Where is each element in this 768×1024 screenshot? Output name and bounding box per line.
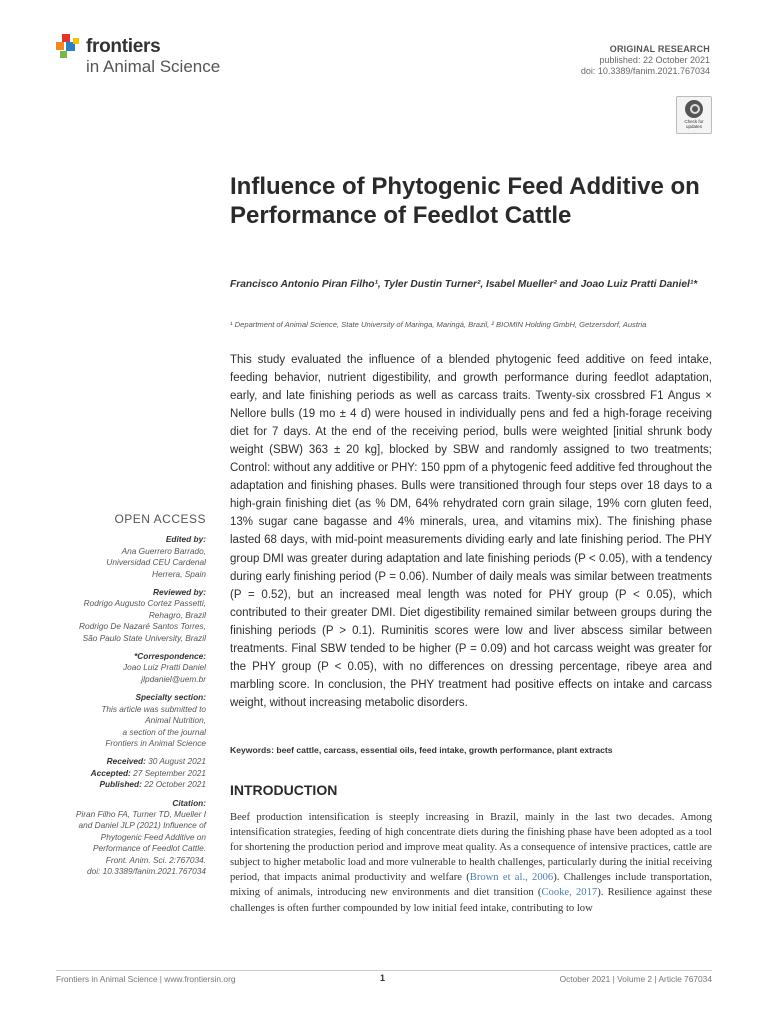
specialty-line: Animal Nutrition, [145, 715, 206, 726]
correspondence-email[interactable]: jlpdaniel@uem.br [141, 673, 206, 684]
editor-line: Universidad CEU Cardenal [106, 557, 206, 568]
published-heading: Published: [99, 779, 142, 790]
article-sidebar [16, 514, 206, 884]
abstract: This study evaluated the influence of a blended phytogenic feed additive on feed intake, feeding behavior, nutrient digestibility, and growth performance during feedlot adaptation, early, and late finishing periods as well as carcass traits. Twenty-six crossbred F1 Angus × Nellore bulls (19 mo ± 4 d) were housed in individually pens and fed a high-forage receiving diet for 7 days. At the end of the receiving period, bulls were weighted [initial shrunk body weight (SBW) 363 ± 20 kg], blocked by SBW and randomly assigned to two treatments; Control: without any additive or PHY: 150 ppm of a phytogenic feed additive fed throughout the adaptation and finishing phases. Bulls were transitioned through four steps over 18 days to a high-grain finishing diet (as % DM, 64% rehydrated corn grain silage, 19% corn gluten feed, 13% sugar cane bagasse and 4% minerals, urea, and vitamins mix). The finishing phase lasted 68 days, with mid-point measurements dividing early and late finishing period. The PHY group DMI was greater during adaptation and late finishing periods (P < 0.05), with a tendency during early finishing period (P = 0.06). Number of daily meals was similar between treatments (P = 0.52), but an increased meal length was noted for PHY group (P < 0.05), which contributed to their greater DMI. Diet digestibility remained similar between groups during the finishing periods (P > 0.1). Ruminitis scores were low and liver abscess similar between treatments. Final SBW tended to be higher (P = 0.09) and hot carcass weight was greater for the PHY group (P < 0.05), with no differences on dressing percentage, ribeye area and marbling score. In conclusion, the PHY treatment had positive effects on intake and carcass weight, without increasing metabolic disorders. [230, 354, 712, 709]
citation-line: and Daniel JLP (2021) Influence of [78, 820, 206, 831]
correspondence-heading: *Correspondence: [134, 651, 206, 662]
reviewed-by-heading: Reviewed by: [152, 587, 206, 598]
citation-heading: Citation: [172, 797, 206, 808]
received-date: 30 August 2021 [148, 756, 206, 767]
published-date: published: 22 October 2021 [599, 55, 710, 65]
keywords: Keywords: beef cattle, carcass, essential oils, feed intake, growth performance, plant extracts [230, 745, 613, 755]
article-type: ORIGINAL RESEARCH [609, 44, 710, 54]
footer-article-info: October 2021 | Volume 2 | Article 767034 [559, 974, 712, 984]
editor-line: Herrera, Spain [152, 568, 206, 579]
frontiers-logo-icon [56, 34, 82, 60]
correspondence-block [16, 651, 206, 685]
section-heading-introduction: INTRODUCTION [230, 782, 338, 798]
editor-line: Ana Guerrero Barrado, [121, 545, 206, 556]
specialty-block [16, 692, 206, 749]
correspondence-name: Joao Luiz Pratti Daniel [122, 662, 206, 673]
citation-link[interactable]: Brown et al., 2006 [469, 872, 554, 884]
intro-text-1: Beef production intensification is steeply increasing in Brazil, mainly in the last two decades. Among intensification strategies, feeding of high concentrate diets during the finishing phase have been adopted as a tool for shortening the production period and improve meat quality. As a consequence of intensive practices, cattle are subject to higher metabolic load and more vulnerable to health challenges, particularly during the initial receiving period, that impacts animal productivity and welfare ( [230, 812, 712, 884]
article-doi[interactable]: doi: 10.3389/fanim.2021.767034 [580, 66, 710, 76]
article-title: Influence of Phytogenic Feed Additive on Performance of Feedlot Cattle [230, 173, 700, 229]
journal-name: in Animal Science [86, 57, 221, 76]
intro-text-3: ). Resilience against these challenges is often further compounded by low initial feed intake, contributing to low [230, 887, 712, 914]
citation-line: Phytogenic Feed Additive on [100, 831, 206, 842]
citation-line: doi: 10.3389/fanim.2021.767034 [86, 865, 206, 876]
reviewer-line: Rodrigo De Nazaré Santos Torres, [79, 621, 206, 632]
open-access-label: OPEN ACCESS [114, 512, 206, 526]
specialty-line: a section of the journal [122, 726, 206, 737]
page-number: 1 [380, 973, 386, 983]
reviewed-by-block [16, 587, 206, 644]
article-meta [581, 44, 710, 77]
dates-block [16, 756, 206, 790]
check-updates-label: Check for updates [684, 119, 704, 129]
published-date-sidebar: 22 October 2021 [144, 779, 206, 790]
edited-by-block [16, 534, 206, 580]
accepted-date: 27 September 2021 [133, 767, 206, 778]
specialty-line: Frontiers in Animal Science [105, 737, 206, 748]
intro-text-2: ). Challenges include transportation, mixing of animals, introducing new environments and diet transition ( [230, 872, 713, 899]
affiliations: ¹ Department of Animal Science, State University of Maringa, Maringá, Brazil, ² BIOMIN Holding GmbH, Getzersdorf, Austria [230, 320, 647, 329]
author-list: Francisco Antonio Piran Filho¹, Tyler Dustin Turner², Isabel Mueller² and Joao Luiz Pratti Daniel¹* [230, 279, 698, 290]
accepted-heading: Accepted: [90, 767, 131, 778]
citation-line: Piran Filho FA, Turner TD, Mueller I [75, 808, 206, 819]
received-heading: Received: [106, 756, 146, 767]
citation-line: Performance of Feedlot Cattle. [93, 843, 206, 854]
check-for-updates-button[interactable] [676, 96, 712, 134]
journal-logo [56, 32, 256, 82]
citation-line: Front. Anim. Sci. 2:767034. [105, 854, 206, 865]
citation-link[interactable]: Cooke, 2017 [541, 887, 598, 899]
citation-block [16, 798, 206, 878]
footer-divider [56, 970, 712, 971]
reviewer-line: São Paulo State University, Brazil [82, 632, 206, 643]
specialty-line: This article was submitted to [101, 703, 206, 714]
brand-name: frontiers [86, 36, 161, 57]
reviewer-line: Rodrigo Augusto Cortez Passetti, [83, 598, 206, 609]
check-updates-icon [685, 100, 703, 118]
introduction-paragraph [230, 810, 712, 916]
edited-by-heading: Edited by: [165, 534, 206, 545]
specialty-heading: Specialty section: [135, 692, 206, 703]
footer-journal-link[interactable]: Frontiers in Animal Science | www.frontiersin.org [56, 974, 236, 984]
reviewer-line: Rehagro, Brazil [148, 609, 206, 620]
